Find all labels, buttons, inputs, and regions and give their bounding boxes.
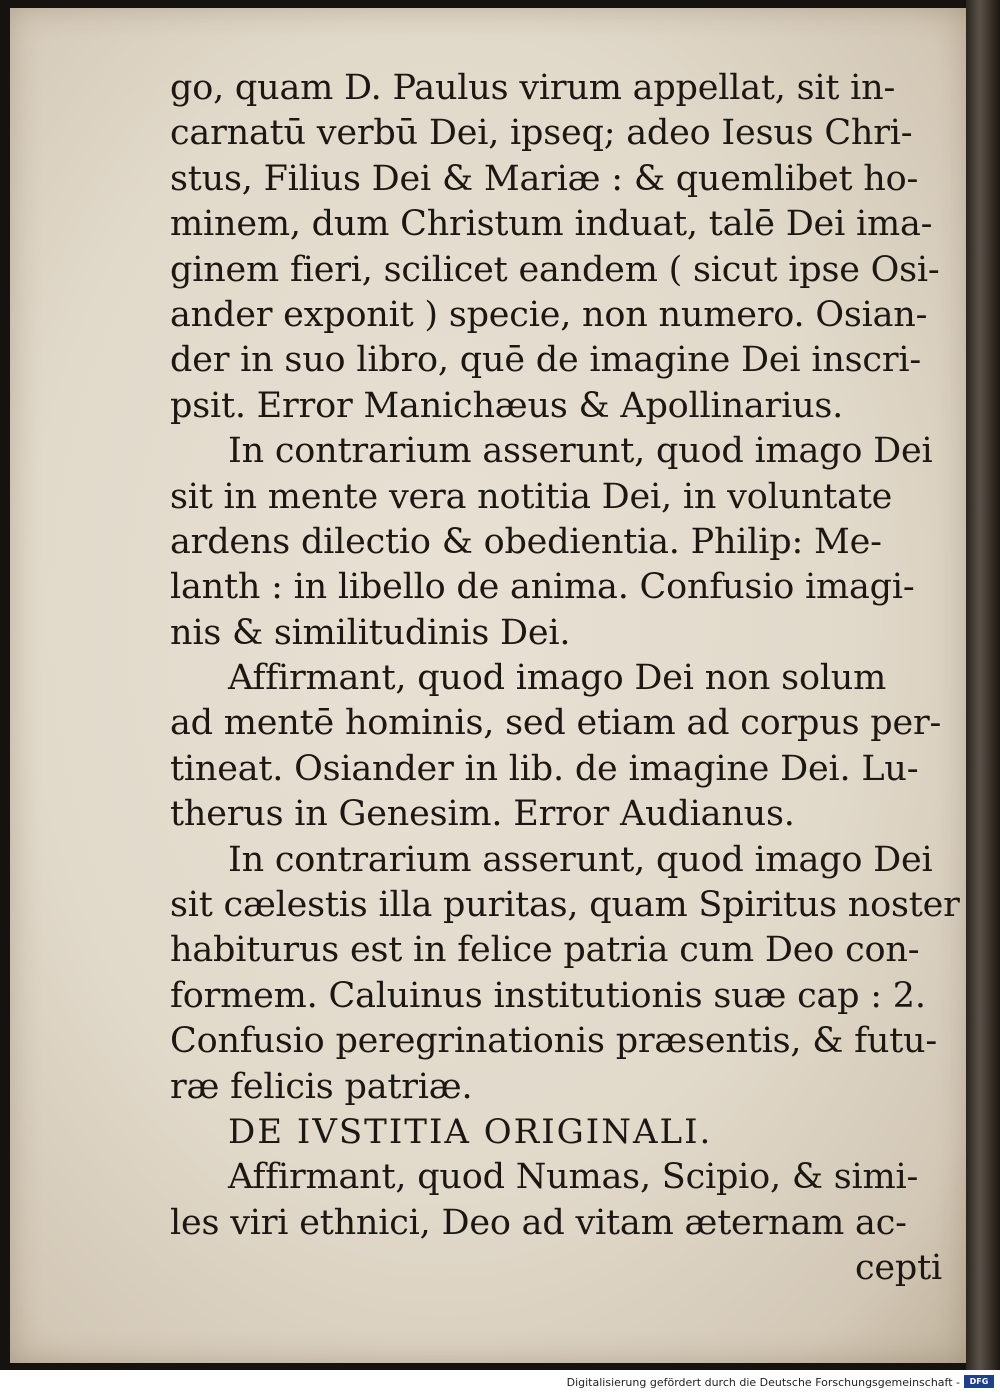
text-line: sit cælestis illa puritas, quam Spiritus noster [170, 885, 960, 926]
text-line: les viri ethnici, Deo ad vitam æternam ac- [170, 1202, 907, 1243]
text-line: habiturus est in felice patria cum Deo con- [170, 930, 920, 971]
text-line: In contrarium asserunt, quod imago Dei [228, 839, 933, 880]
text-line: ræ felicis patriæ. [170, 1066, 473, 1107]
text-line: Confusio peregrinationis præsentis, & futu- [170, 1021, 938, 1062]
text-line: minem, dum Christum induat, talē Dei ima- [170, 204, 933, 245]
text-line: ad mentē hominis, sed etiam ad corpus per- [170, 703, 942, 744]
text-line: nis & similitudinis Dei. [170, 612, 571, 653]
text-line: ginem fieri, scilicet eandem ( sicut ipse Osi- [170, 249, 940, 290]
text-line: tineat. Osiander in lib. de imagine Dei. Lu- [170, 748, 919, 789]
text-line: formem. Caluinus institutionis suæ cap : 2. [170, 975, 926, 1016]
section-heading: DE IVSTITIA ORIGINALI. [228, 1111, 713, 1152]
text-line: go, quam D. Paulus virum appellat, sit in- [170, 68, 896, 108]
text-line: stus, Filius Dei & Mariæ : & quemlibet ho- [170, 158, 919, 199]
text-line: therus in Genesim. Error Audianus. [170, 794, 795, 835]
text-line: Affirmant, quod imago Dei non solum [228, 658, 887, 699]
text-line: der in suo libro, quē de imagine Dei inscri- [170, 340, 921, 381]
text-line: ardens dilectio & obedientia. Philip: Me- [170, 521, 882, 562]
digitization-footer [0, 1370, 1000, 1394]
page-text [170, 66, 960, 1292]
text-line: lanth : in libello de anima. Confusio imagi- [170, 567, 915, 608]
page-edge [966, 0, 1000, 1370]
dfg-logo-icon: DFG [964, 1375, 994, 1388]
text-line: sit in mente vera notitia Dei, in voluntate [170, 476, 893, 517]
catchword: cepti [855, 1248, 942, 1289]
text-line: psit. Error Manichæus & Apollinarius. [170, 385, 844, 426]
text-line: In contrarium asserunt, quod imago Dei [228, 431, 933, 472]
text-line: carnatū verbū Dei, ipseq; adeo Iesus Chri- [170, 113, 913, 154]
funding-note: Digitalisierung gefördert durch die Deutsche Forschungsgemeinschaft - [566, 1376, 960, 1389]
text-line: ander exponit ) specie, non numero. Osian- [170, 294, 928, 335]
text-line: Affirmant, quod Numas, Scipio, & simi- [228, 1157, 919, 1198]
